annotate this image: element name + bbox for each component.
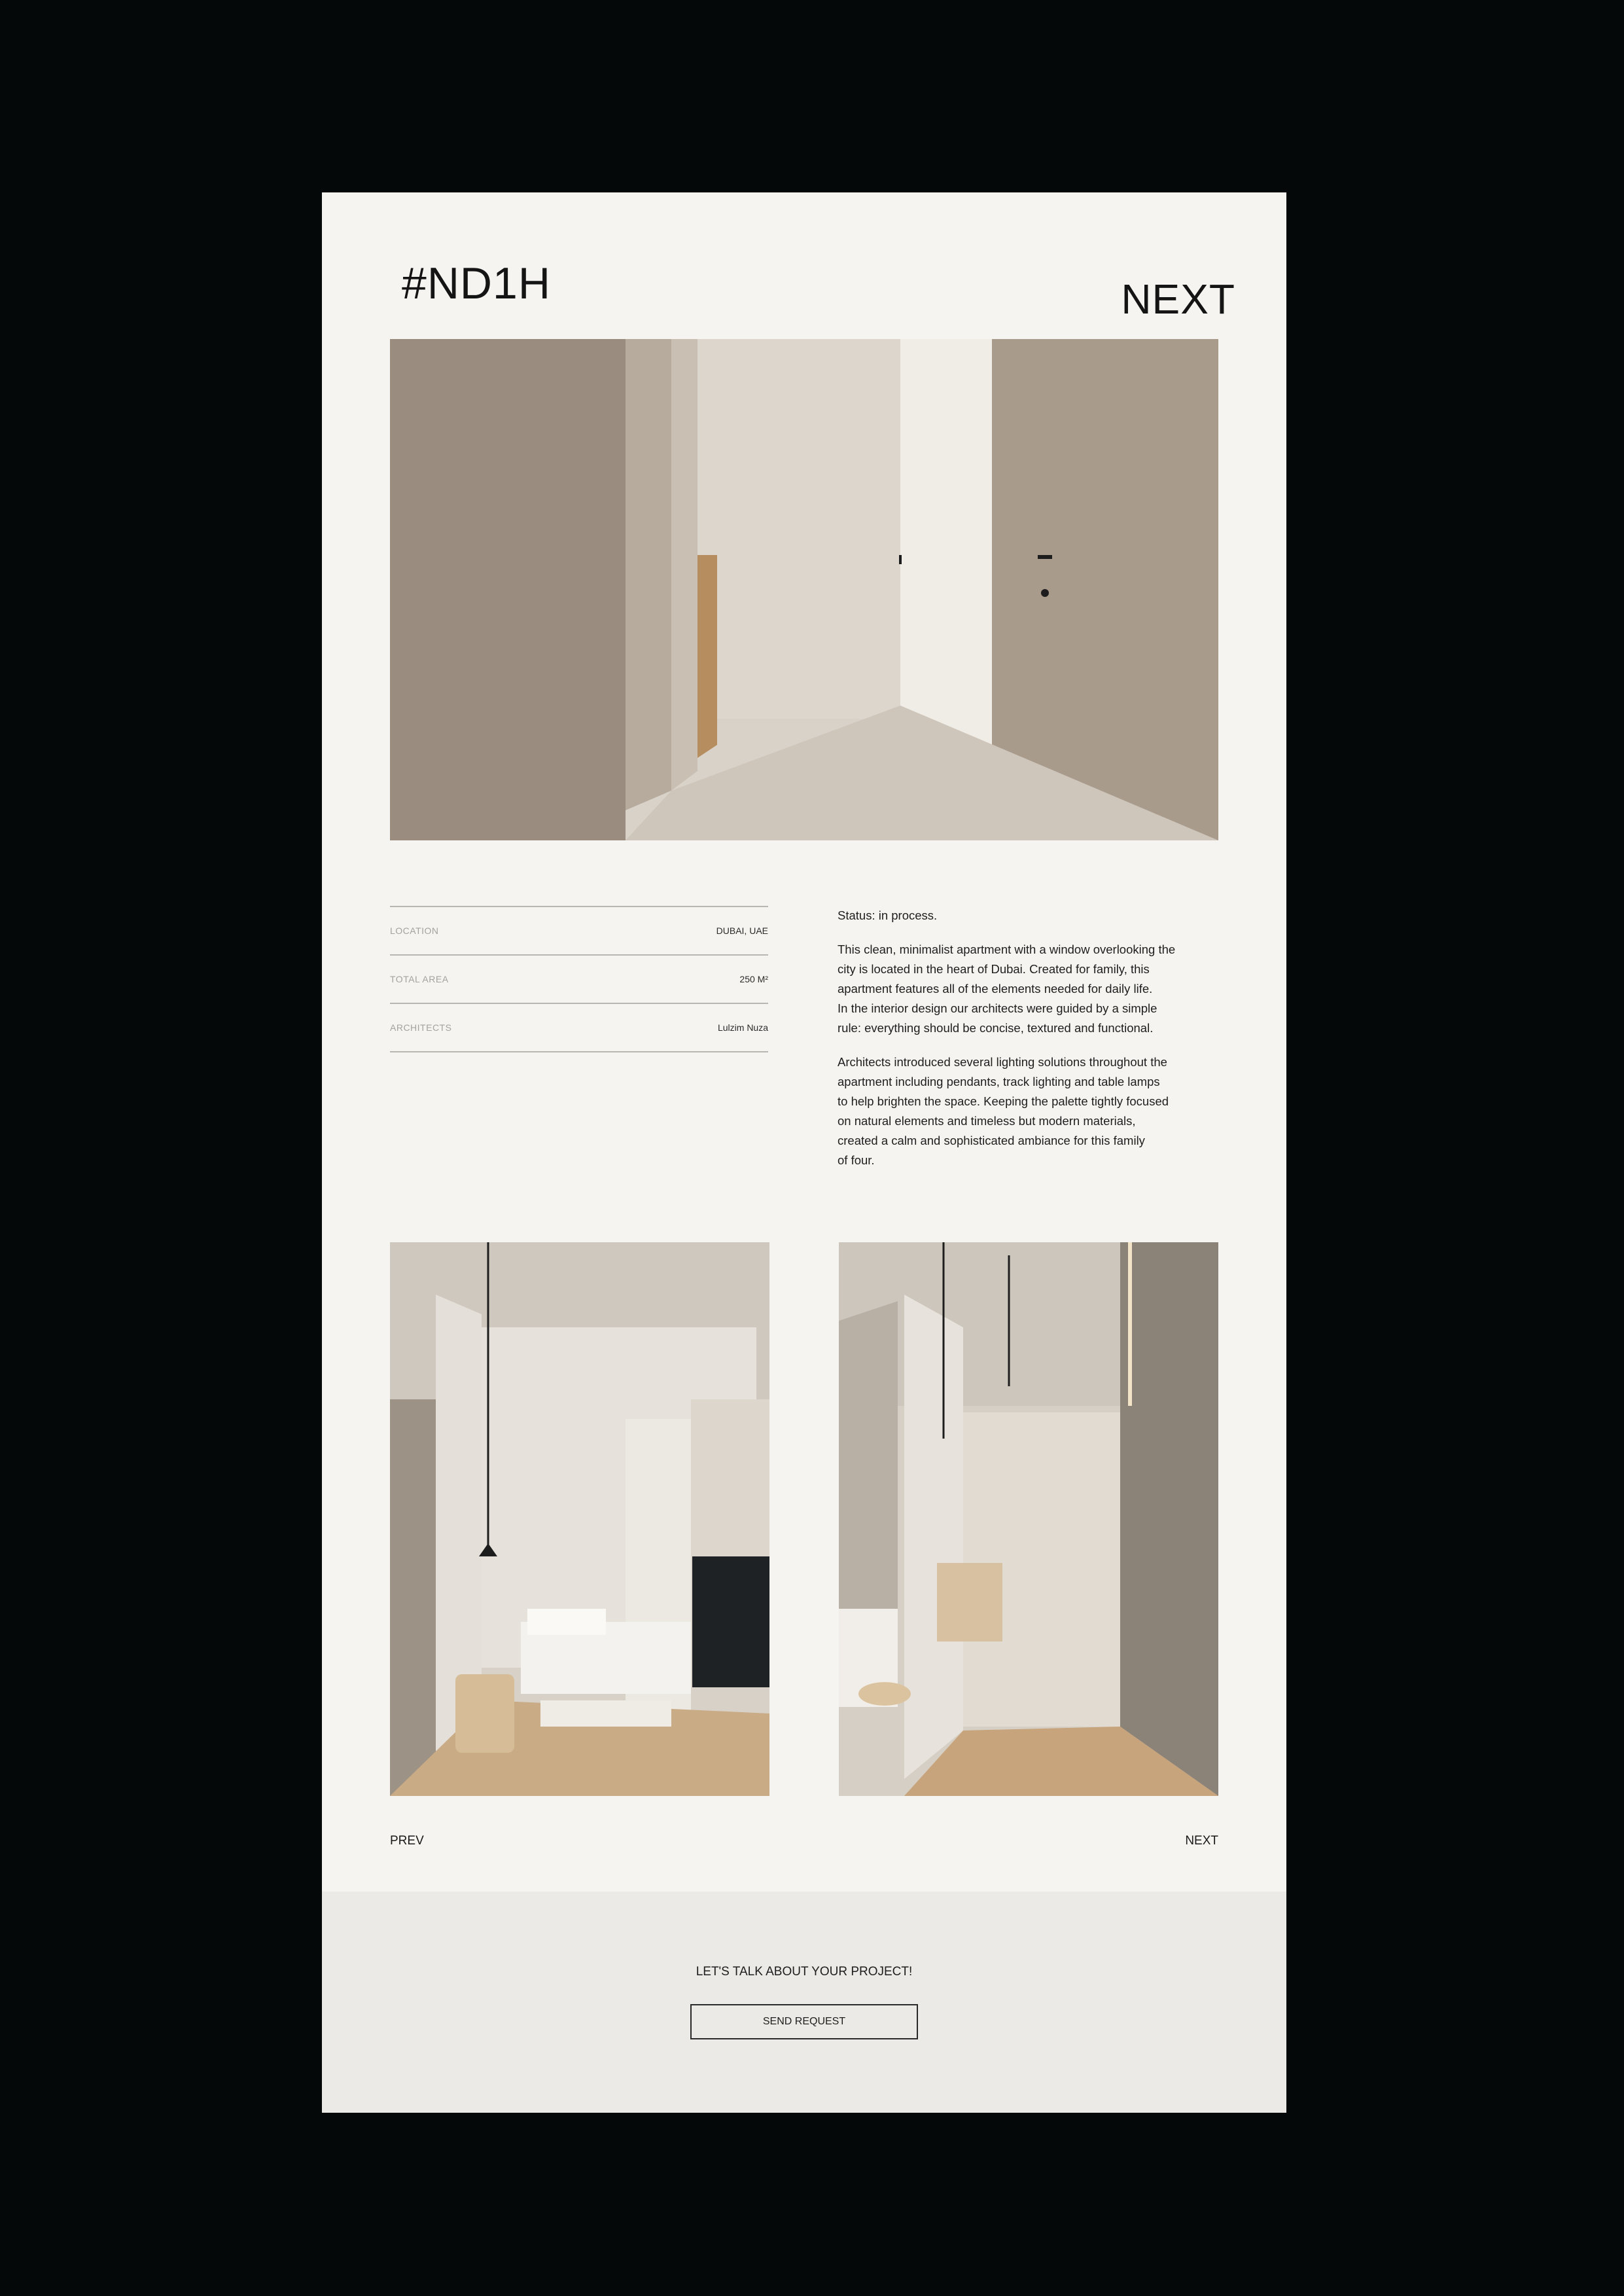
gallery-image-corridor	[839, 1242, 1218, 1796]
project-status: Status: in process.	[838, 908, 938, 922]
send-request-button[interactable]: SEND REQUEST	[690, 2004, 918, 2039]
hallway-photo-icon	[390, 339, 1218, 840]
cta-title: LET'S TALK ABOUT YOUR PROJECT!	[696, 1965, 913, 1979]
next-project-link[interactable]: NEXT	[1121, 276, 1235, 323]
brand-title[interactable]: #ND1H	[402, 259, 551, 308]
spec-value: DUBAI, UAE	[716, 925, 768, 936]
gallery-image-bedroom	[390, 1242, 769, 1796]
spec-value: Lulzim Nuza	[717, 1022, 768, 1033]
spec-row-total-area	[390, 956, 768, 1004]
project-page	[322, 192, 1286, 2113]
bedroom-photo-icon	[390, 1242, 769, 1796]
project-description	[838, 906, 1224, 1185]
description-paragraph-1: This clean, minimalist apartment with a window overlooking the city is located in the heart of Dubai. Created for family, this apartment features all of the elements needed for daily life. In the interior design our architects were guided by a simple rule: everything should be concise, textured and functional.	[838, 942, 1176, 1035]
next-link[interactable]: NEXT	[1185, 1834, 1218, 1848]
spec-row-architects	[390, 1004, 768, 1052]
spec-key: ARCHITECTS	[390, 1022, 452, 1033]
project-specs-table	[390, 906, 768, 1052]
contact-footer	[322, 1892, 1286, 2113]
prev-link[interactable]: PREV	[390, 1834, 424, 1848]
spec-key: TOTAL AREA	[390, 974, 449, 984]
spec-value: 250 M²	[739, 974, 768, 984]
description-paragraph-2: Architects introduced several lighting solutions throughout the apartment including pendants, track lighting and table lamps to help brighten the space. Keeping the palette tightly focused on natural elements and timeless but modern materials, created a calm and sophisticated ambiance for this family of four.	[838, 1055, 1169, 1167]
spec-key: LOCATION	[390, 925, 439, 936]
hero-hallway-image	[390, 339, 1218, 840]
spec-row-location	[390, 907, 768, 956]
corridor-photo-icon	[839, 1242, 1218, 1796]
